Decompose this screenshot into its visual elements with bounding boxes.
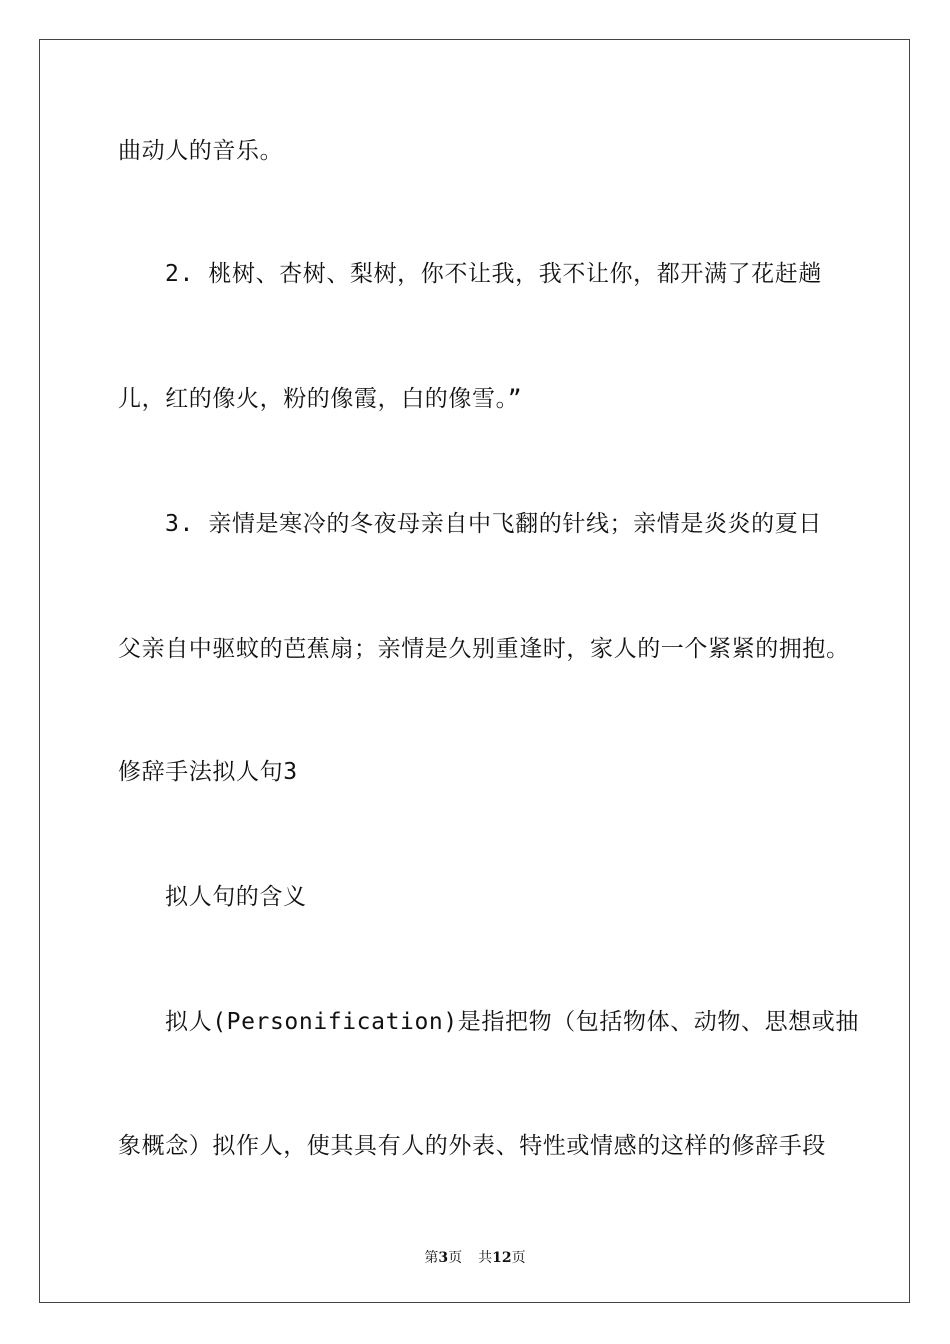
body-line-2: 2. 桃树、杏树、梨树，你不让我，我不让你，都开满了花赶趟: [165, 261, 822, 287]
subheading: 拟人句的含义: [165, 884, 307, 910]
total-pages: 12: [492, 1250, 512, 1266]
body-line-4: 3. 亲情是寒冷的冬夜母亲自中飞翻的针线；亲情是炎炎的夏日: [165, 511, 822, 537]
page-suffix: 页: [448, 1250, 463, 1266]
page-footer: [0, 1247, 950, 1267]
body-line-1: 曲动人的音乐。: [118, 138, 284, 164]
page-prefix: 第: [424, 1250, 439, 1266]
body-line-9: 象概念）拟作人，使其具有人的外表、特性或情感的这样的修辞手段: [118, 1133, 826, 1159]
total-suffix: 页: [511, 1250, 526, 1266]
total-prefix: 共: [478, 1250, 493, 1266]
body-line-8: 拟人(Personification)是指把物（包括物体、动物、思想或抽: [165, 1009, 860, 1035]
body-line-5: 父亲自中驱蚊的芭蕉扇；亲情是久别重逢时，家人的一个紧紧的拥抱。: [118, 636, 850, 662]
page-frame: [39, 39, 910, 1303]
body-line-3: 儿，红的像火，粉的像霞，白的像雪。”: [118, 386, 523, 412]
page-number: 3: [438, 1250, 449, 1266]
section-heading: 修辞手法拟人句3: [118, 759, 298, 785]
